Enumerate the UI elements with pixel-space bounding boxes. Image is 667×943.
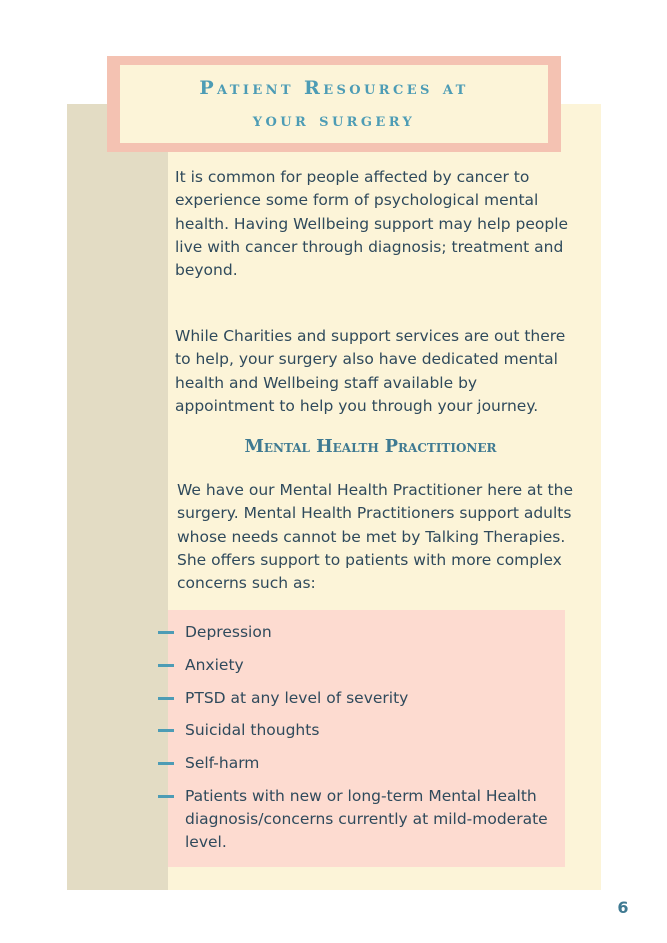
intro-paragraph-1: It is common for people affected by cancer to experience some form of psychological mental health. Having Wellbeing support may help people live with cancer through diagnosis; treatment and beyond. bbox=[175, 168, 569, 280]
page-title-line2: your surgery bbox=[252, 109, 416, 131]
list-item-text: Anxiety bbox=[185, 655, 244, 674]
list-item bbox=[158, 654, 558, 677]
section-heading: Mental Health Practitioner bbox=[244, 437, 497, 457]
dash-bullet-icon bbox=[158, 795, 174, 798]
dash-bullet-icon bbox=[158, 697, 174, 700]
list-item-text: Self-harm bbox=[185, 754, 260, 773]
list-item-text: Patients with new or long-term Mental Health diagnosis/concerns currently at mild-moderate level. bbox=[185, 786, 548, 851]
page-title bbox=[199, 72, 468, 136]
list-item-text: Suicidal thoughts bbox=[185, 721, 320, 740]
list-item-text: PTSD at any level of severity bbox=[185, 688, 409, 707]
list-item bbox=[158, 719, 558, 742]
list-item bbox=[158, 621, 558, 644]
dash-bullet-icon bbox=[158, 762, 174, 765]
dash-bullet-icon bbox=[158, 631, 174, 634]
concerns-list bbox=[158, 621, 558, 863]
dash-bullet-icon bbox=[158, 664, 174, 667]
title-box bbox=[120, 65, 548, 143]
dash-bullet-icon bbox=[158, 729, 174, 732]
intro-paragraph-2: While Charities and support services are out there to help, your surgery also have dedicated mental health and Wellbeing staff available by appointment to help you through your journey. bbox=[175, 327, 566, 415]
page-title-line1: Patient Resources at bbox=[199, 77, 469, 99]
section-body: We have our Mental Health Practitioner here at the surgery. Mental Health Practitioners support adults whose needs cannot be met by Talking Therapies. She offers support to patients with more complex concerns such as: bbox=[177, 481, 573, 593]
list-item-text: Depression bbox=[185, 623, 272, 641]
left-decorative-band bbox=[67, 104, 168, 890]
page-number: 6 bbox=[617, 898, 629, 917]
list-item bbox=[158, 687, 558, 710]
list-item bbox=[158, 785, 558, 853]
list-item bbox=[158, 752, 558, 775]
title-frame bbox=[107, 56, 561, 152]
